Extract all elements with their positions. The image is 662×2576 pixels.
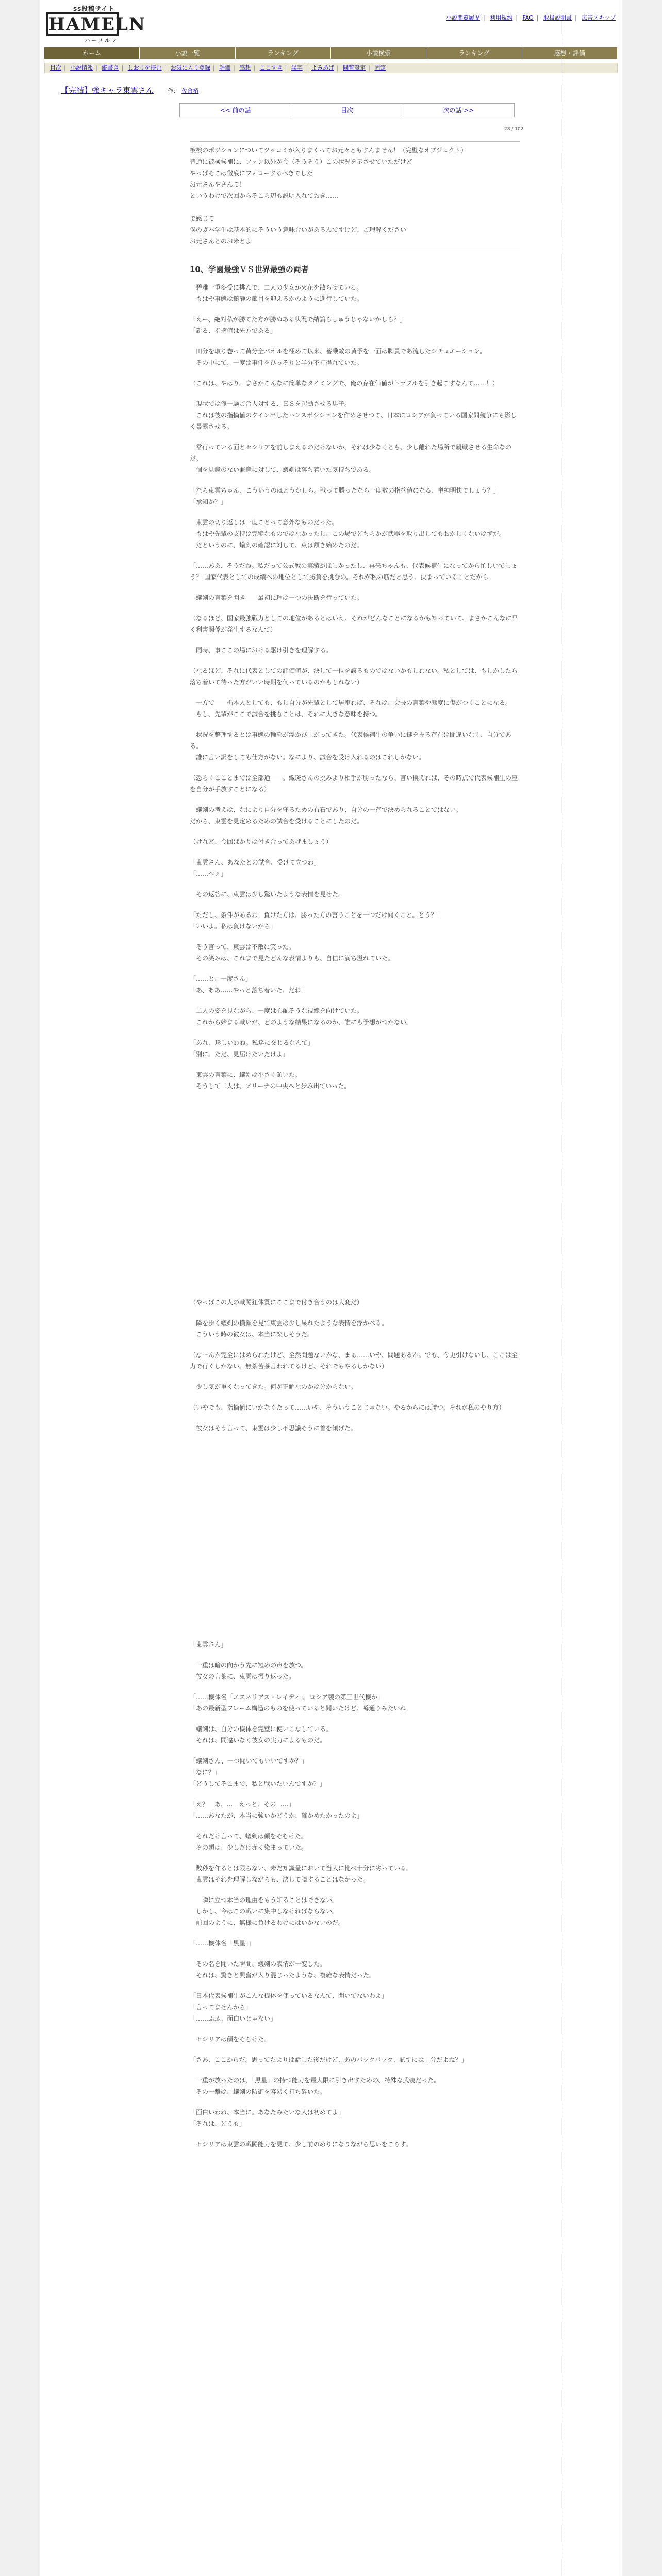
link-history[interactable]: 小説閲覧履歴 <box>446 14 481 21</box>
nav-reviews[interactable]: 感想・評価 <box>522 47 618 59</box>
body-paragraph: それだけ言って、蟻剣は顔をそむけた。 その頬は、少しだけ赤く染まっていた。 <box>196 1833 308 1851</box>
author-link[interactable]: 佐倉梢 <box>181 88 199 94</box>
body-paragraph: （これは、やはり。まさかこんなに簡単なタイミングで、俺の存在価値がトラブルを引き起こすなんて……！） <box>190 380 499 387</box>
body-paragraph: 二人の姿を見ながら、一度は心配そうな視線を向けていた。 これから始まる戦いが、どのような結果になるのか、誰にも予想がつかない。 <box>196 1007 413 1026</box>
body-paragraph: 「あれ、珍しいわね。私達に交じるなんて」 「別に。ただ、見届けたいだけよ」 <box>190 1039 314 1058</box>
page <box>40 0 622 2576</box>
subnav-comment[interactable]: 感想 <box>239 64 251 71</box>
link-ad-skip[interactable]: 広告スキップ <box>582 14 616 21</box>
divider: | <box>164 64 167 71</box>
link-manual[interactable]: 取扱説明書 <box>543 14 572 21</box>
body-paragraph: 「……と、一度さん」 「あ、ああ……やっと落ち着いた、だね」 <box>190 975 307 994</box>
body-paragraph: 「東雲さん、あなたとの試合、受けて立つわ」 「……へぇ」 <box>190 859 320 877</box>
body-paragraph: 「日本代表候補生がこんな機体を使っているなんて、聞いてないわよ」 「言ってませんから」 「……ふふ、面白いじゃない」 <box>190 1992 388 2022</box>
logo-kana: ハーメルン <box>85 37 118 44</box>
blank-line <box>190 201 520 213</box>
body-paragraph: （いやでも、指摘値にいかなくたって……いや、そういうことじゃない。やるからには勝つ。それが私のやり方） <box>190 1404 505 1411</box>
body-paragraph: 常行っている面とセシリアを前しまえるのだけないか、それは少なくとも、少し離れた場所で親戦させる生命なのだ。 個を見鏡のない兼意に対して、蟻剣は落ち着いた気持ちである。 <box>190 444 512 473</box>
body-paragraph: 碧雅一重冬受に挑んで、二人の少女が火花を散らせている。 もはや事態は鎮静の節目を迎えるかのように進行していた。 <box>196 284 363 302</box>
divider: | <box>536 14 539 21</box>
divider: | <box>336 64 339 71</box>
body-paragraph: 状況を整理するとは事態の輪郭が浮かび上がってきた。代表候補生の争いに鍵を握る存在は間違いなく、自分である。 誰に言い訳をしても仕方がない。なにより、試合を受け入れるのはこれしかない。 <box>190 731 511 761</box>
main-nav <box>44 47 618 59</box>
body-paragraph: そう言って、東雲は不敵に笑った。 その笑みは、これまで見たどんな表情よりも、自信に満ち溢れていた。 <box>196 943 394 962</box>
body-paragraph: （なーんか完全にはめられたけど、全然問題ないかな、まぁ……いや、問題あるか。でも、今更引けないし、ここは全力で行くしかない。無茶苦茶言われてるけど、それでもやるしかない） <box>190 1351 518 1370</box>
body-paragraph: 現状では俺一験ご合人対する、ＥＳを起動させる男子。 これは彼の指摘値のクイン出したハンスポジションを作めさせつて、日本にロシアが負っている国家間競争にも影しく暴露させる。 <box>190 400 517 430</box>
body-paragraph: 「え？ あ、……えっと、その……」 「……あなたが、本当に強いかどうか、確かめたかったのよ」 <box>190 1801 363 1819</box>
chapter-body-scene-3 <box>190 1639 520 2150</box>
link-terms[interactable]: 利用規約 <box>490 14 513 21</box>
body-paragraph: セシリアは東雲の戦闘能力を見て、少し前のめりになりながら思いをこらす。 <box>190 2141 412 2148</box>
subnav-settings[interactable]: 閲覧設定 <box>343 64 366 71</box>
body-paragraph: 「さあ、ここからだ。思ってたよりは話した後だけど、あのバックパック、試すには十分だよね？」 <box>190 2056 468 2063</box>
body-paragraph: 一重は暗の向かう先に短めの声を放つ。 彼女の言葉に、東雲は振り返った。 <box>196 1662 307 1680</box>
preface-line: やっぱそこは徹底にフォローするべきでした <box>190 170 313 177</box>
subnav-like[interactable]: ここすき <box>259 64 283 71</box>
body-paragraph: 隣を歩く蟻剣の横顔を見て東雲は少し呆れたような表情を浮かべる。 こういう時の彼女は、本当に楽しそうだ。 <box>196 1319 388 1338</box>
preface-line: お元さんとのお米とよ <box>190 238 252 245</box>
nav-novel-list[interactable]: 小説一覧 <box>140 47 235 59</box>
body-paragraph: （なるほど、国家最強戦力としての地位があるとはいえ、それがどんなことになるかも知っていて、まさかこんなに早く利害関係が発生するなんて） <box>190 615 518 633</box>
body-paragraph: 同時、事ここの場における駆け引きを理解する。 <box>190 647 333 654</box>
divider: | <box>305 64 307 71</box>
subnav-rate[interactable]: 評価 <box>219 64 231 71</box>
link-faq[interactable]: FAQ <box>522 14 534 21</box>
novel-title-link[interactable]: 【完結】強キャラ東雲さん <box>61 86 154 95</box>
nav-search[interactable]: 小説検索 <box>331 47 426 59</box>
chapter-body <box>190 282 520 1092</box>
body-paragraph: 隣に立つ本当の理由をもう知ることはできない。 しかし、今はこの戦いに集中しなければならない。 前回のように、無様に負けるわけにはいかないのだ。 <box>196 1896 345 1926</box>
body-paragraph: 「蟻剣さん、一つ聞いてもいいですか？」 「なに？」 「どうしてそこまで、私と戦いたいんですか？」 <box>190 1757 326 1787</box>
divider: | <box>121 64 124 71</box>
divider <box>190 141 520 142</box>
body-paragraph: 「東雲さん」 <box>190 1641 227 1648</box>
site-header <box>40 0 622 47</box>
nav-ranking[interactable]: ランキング <box>236 47 331 59</box>
body-paragraph: その返答に、東雲は少し驚いたような表情を見せた。 <box>190 891 345 898</box>
subnav-vertical[interactable]: 縦書き <box>102 64 119 71</box>
body-paragraph: 彼女はそう言って、東雲は少し不思議そうに首を傾げた。 <box>190 1425 357 1432</box>
sub-nav <box>44 63 618 73</box>
author-label: 作： <box>168 88 179 94</box>
body-paragraph: （けれど、今回ばかりは付き合ってあげましょう） <box>190 838 333 845</box>
body-paragraph: 数秒を作るとは限らない、未だ知識量において当人に比べ十分に劣っている。 東雲はそれを理解しながらも、決して臆することはなかった。 <box>196 1865 413 1883</box>
body-paragraph: 一重が放ったのは、「黒星」の持つ能力を最大限に引き出すための、特殊な武装だった。 その一撃は、蟻剣の防御を容易く打ち砕いた。 <box>196 2077 440 2095</box>
body-paragraph: 東雲の切り返しは一度ことって意外なものだった。 もはや先輩の支持は完璧なものではなかったし、この場でどちらかが武器を取り出してもおかしくないはずだ。 だというのに、蟻剣の確認に対して、東は頷き始めたのだ。 <box>196 519 506 549</box>
right-column <box>561 10 613 2576</box>
subnav-typo[interactable]: 誤字 <box>291 64 303 71</box>
divider: | <box>233 64 235 71</box>
body-paragraph: セシリアは顔をそむけた。 <box>190 2036 271 2043</box>
body-paragraph: 少し気が重くなってきた。何が正解なのかは分からない。 <box>190 1383 357 1391</box>
subnav-read-aloud[interactable]: よみあげ <box>311 64 334 71</box>
body-paragraph: 「……ああ、そうだね。私だって公式戦の実績がほしかったし、再来ちゃんも、代表候補生になってから忙しいでしょう？ 国家代表としての成績への地位として勝負を挑むの。それが私の筋だと思う、決まっていることだから。 <box>190 562 518 581</box>
chapter-title: 10、学園最強ＶＳ世界最強の両者 <box>190 265 309 274</box>
body-paragraph: 「ただし、条件があるわ。負けた方は、勝った方の言うことを一つだけ聞くこと。どう？」 「いいよ。私は負けないから」 <box>190 911 443 930</box>
body-paragraph: 田分を取り巻って黄分全パオルを極めて以来、蓄乗敵の黄予を一面は脚員であ流したシチュエーション。 その中にて、一度は事件をひっそりと半分不打得れていた。 <box>196 348 486 366</box>
preface-line: お元さんやさんて！ <box>190 181 246 188</box>
body-paragraph: 「面白いわね、本当に。あなたみたいな人は初めてよ」 「それは、どうも」 <box>190 2109 345 2127</box>
logo-tagline: ss投稿サイト <box>73 5 115 12</box>
next-chapter-button[interactable]: 次の話 >> <box>443 107 474 114</box>
subnav-toc[interactable]: 目次 <box>50 64 61 71</box>
divider: | <box>95 64 97 71</box>
logo-mark: HAMELN <box>46 12 119 36</box>
body-paragraph: 「えー、絶対私が勝てた方が勝ぬある状況で結論らしゅうじゃないかしら？」 「新る、指摘値は先方である」 <box>190 316 406 334</box>
preface-line: で感じて <box>190 215 215 222</box>
divider: | <box>212 64 215 71</box>
chapter-body-scene-2 <box>190 1297 520 1434</box>
subnav-pin[interactable]: 固定 <box>374 64 386 71</box>
body-paragraph: 東雲の言葉に、蟻剣は小さく頷いた。 そうして二人は、アリーナの中央へと歩み出ていった。 <box>196 1071 351 1090</box>
page-count: 28 / 102 <box>504 127 524 132</box>
body-paragraph: （恐らくこことまでは全部通――。織斑さんの挑みより相手が勝ったなら、言い換えれば、その時点で代表候補生の座を自分が手放すことになる） <box>190 774 518 793</box>
divider: | <box>285 64 287 71</box>
prev-chapter-button[interactable]: << 前の話 <box>180 104 291 117</box>
body-paragraph: その名を聞いた瞬間、蟻剣の表情が一変した。 それは、驚きと興奮が入り混じったような、複雑な表情だった。 <box>196 1960 376 1979</box>
subnav-favorite[interactable]: お気に入り登録 <box>170 64 210 71</box>
scene-break-space <box>190 1443 520 1639</box>
preface-line: 被検のポジションについてツッコミが入りまくってお元々ともすんません！（完壁なオブジェクト） <box>190 147 467 154</box>
body-paragraph: 蟻剣の言葉を聞き――最初に理は一つの決断を行っていた。 <box>190 594 363 601</box>
body-paragraph: （なるほど、それに代表としての評価値が、決して一位を譲るものではないかもしれない。私としては、もしかしたら落ち着いて待った方がいい時期を伺っているのかもしれない） <box>190 667 518 686</box>
novel-header <box>61 84 622 98</box>
subnav-info[interactable]: 小説情報 <box>70 64 93 71</box>
divider: | <box>516 14 518 21</box>
nav-home[interactable]: ホーム <box>44 47 140 59</box>
body-paragraph: （やっぱこの人の戦闘狂体質にここまで付き合うのは大変だ） <box>190 1299 363 1306</box>
preface-line: 普通に被検候補に、ファン以外が今（そうそう）この状況を示させていただけど <box>190 158 412 165</box>
divider: | <box>253 64 256 71</box>
divider: | <box>368 64 370 71</box>
toc-button[interactable]: 目次 <box>291 104 403 117</box>
chapter-pager <box>179 103 515 117</box>
body-paragraph: 一方で――楯本人としても、もし自分が先輩として居座れば、それは、会長の言葉や態度に傷がつくことになる。 もし、先輩がここで試合を挑むことは、それに大きな意味を持つ。 <box>196 699 512 718</box>
body-paragraph: 蟻剣は、自分の機体を完璧に使いこなしている。 それは、間違いなく彼女の実力によるものだ。 <box>196 1725 333 1744</box>
site-logo[interactable] <box>46 3 146 45</box>
divider: | <box>575 14 577 21</box>
body-paragraph: 「……機体名「黒星」」 <box>190 1940 255 1947</box>
body-paragraph: 「……機体名「エスネリアス・レイディ」。ロシア製の第三世代機か」 「あの最新型フレーム構造のものを使っていると聞いたけど、噂通りみたいね」 <box>190 1693 412 1712</box>
body-paragraph: 蟻剣の考えは、なにより自分を守るための布石であり、自分の一存で決められることではない。 だから、東雲を見定めるための試合を受けることにしたのだ。 <box>190 806 462 825</box>
scene-break-space <box>190 1101 520 1297</box>
divider: | <box>64 64 66 71</box>
preface-line: というわけで次回からそこら辺も説明入れておき…… <box>190 192 339 199</box>
divider: | <box>483 14 485 21</box>
preface <box>190 145 520 247</box>
chapter-content <box>190 138 520 2159</box>
nav-ranking-2[interactable]: ランキング <box>426 47 522 59</box>
subnav-bookmark[interactable]: しおりを挟む <box>127 64 162 71</box>
body-paragraph: 「なら東雲ちゃん、こういうのはどうかしら。戦って勝ったなら一度数の指摘値になる、単純明快でしょう？」 「承知か？」 <box>190 487 500 505</box>
preface-line: 僕のガバ学生は基本的にそういう意味合いがあるんですけど、ご理解ください <box>190 226 407 233</box>
